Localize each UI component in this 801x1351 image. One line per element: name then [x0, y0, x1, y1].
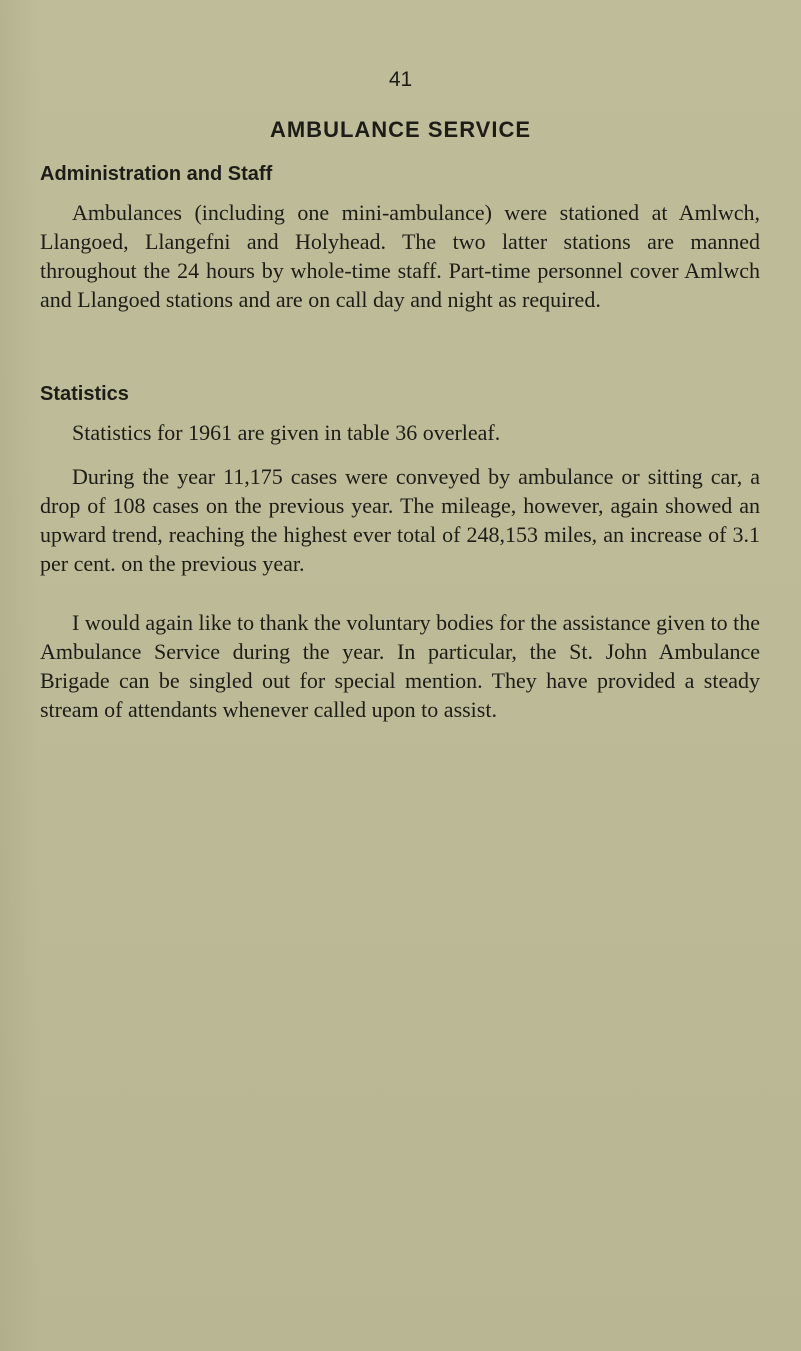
- paragraph-statistics-table: Statistics for 1961 are given in table 36 overleaf.: [72, 420, 501, 445]
- page-number: 41: [388, 68, 413, 91]
- subheading-administration: Administration and Staff: [40, 163, 273, 185]
- paragraph-statistics-cases: During the year 11,175 cases were conveyed by ambulance or sitting car, a drop of 108 cases on the previous year. The mileage, however, again showed an upward trend, reaching the highest ever total of 248,153 miles, an increase of 3.1 per cent. on the previous year.: [40, 464, 760, 576]
- paragraph-administration: Ambulances (including one mini-ambulance) were stationed at Amlwch, Llangoed, Llangefni and Holyhead. The two latter stations are manned throughout the 24 hours by whole-time staff. Part-time personnel cover Amlwch and Llangoed stations and are on call day and night as required.: [40, 200, 760, 312]
- section-title: AMBULANCE SERVICE: [269, 117, 532, 142]
- subheading-statistics: Statistics: [40, 383, 129, 405]
- paragraph-thanks: I would again like to thank the voluntary bodies for the assistance given to the Ambulance Service during the year. In particular, the St. John Ambulance Brigade can be singled out for special mention. They have provided a steady stream of attendants whenever called upon to assist.: [40, 610, 760, 722]
